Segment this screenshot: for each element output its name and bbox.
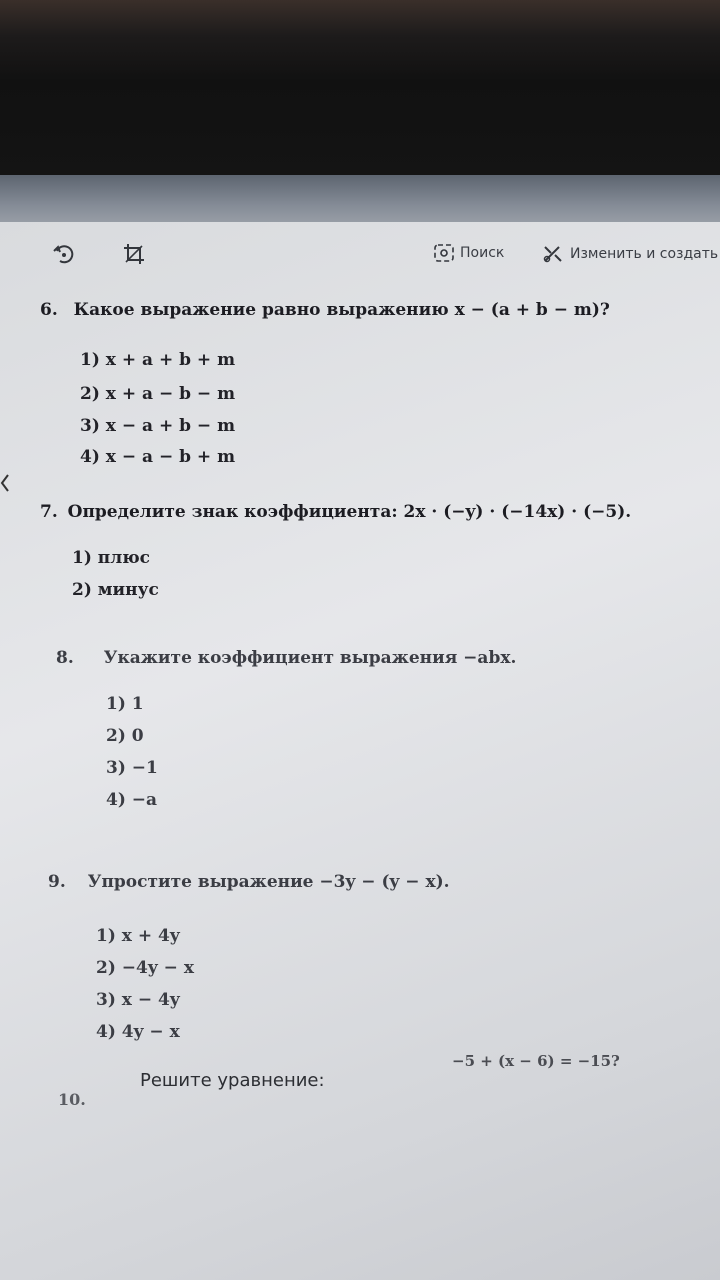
edit-create-button[interactable] [542,244,718,264]
question-text: Упростите выражение −3y − (y − x). [87,872,450,892]
monitor-bezel-top [0,0,720,180]
question-text: Определите знак коэффициента: 2x · (−y) · (−14x) · (−5). [67,502,632,522]
visual-search-icon [434,244,454,262]
question-number: 7. [40,502,58,522]
viewer-toolbar [0,232,720,276]
option: 4) 4y − x [96,1022,180,1042]
crop-icon[interactable] [122,242,146,266]
question-number: 6. [40,300,58,320]
option: 4) x − a − b + m [80,447,236,467]
option: 2) минус [72,580,159,600]
option: 2) x + a − b − m [80,384,236,404]
search-button[interactable] [434,244,504,262]
question-number: 8. [56,648,74,668]
document-page [0,222,720,1280]
question-9 [48,872,450,892]
option: 4) −a [106,790,158,810]
question-7 [40,502,631,522]
option: 2) −4y − x [96,958,194,978]
search-label: Поиск [460,245,505,261]
question-10-number: 10. [58,1090,86,1109]
option: 1) плюс [72,548,151,568]
window-title-strip [0,175,720,225]
back-chevron-icon[interactable] [0,472,10,494]
edit-create-label: Изменить и создать [570,246,719,262]
question-8 [56,648,516,668]
question-10-equation: −5 + (x − 6) = −15? [452,1052,620,1070]
question-10-text: Решите уравнение: [140,1070,325,1091]
option: 1) x + 4y [96,926,180,946]
option: 3) x − 4y [96,990,180,1010]
option: 2) 0 [106,726,144,746]
question-number: 9. [48,872,66,892]
option: 1) 1 [106,694,144,714]
option: 3) x − a + b − m [80,416,236,436]
question-text: Укажите коэффициент выражения −abx. [103,648,517,668]
edit-tools-icon [542,244,564,264]
rotate-icon[interactable] [52,242,76,266]
option: 1) x + a + b + m [80,350,236,370]
question-6 [40,300,610,320]
question-text: Какое выражение равно выражению x − (a + b − m)? [73,300,610,320]
option: 3) −1 [106,758,158,778]
